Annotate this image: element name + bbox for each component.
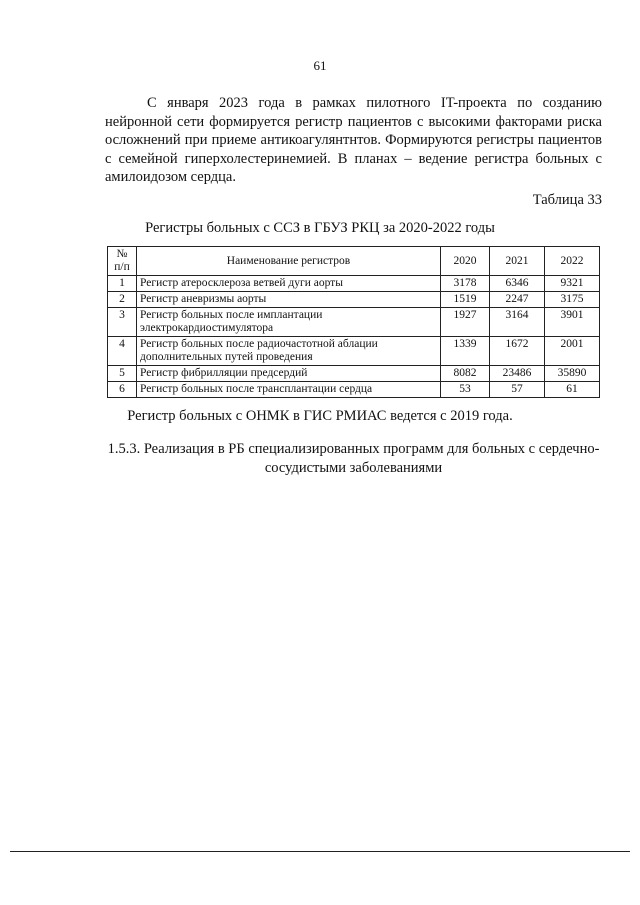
- row-2020: 8082: [441, 366, 490, 382]
- table-row: [108, 292, 600, 308]
- row-name: Регистр атеросклероза ветвей дуги аорты: [137, 276, 441, 292]
- row-2022: 2001: [545, 337, 600, 366]
- row-2021: 1672: [490, 337, 545, 366]
- page-bottom-rule: [10, 851, 630, 852]
- col-header-2020: 2020: [441, 247, 490, 276]
- row-num: 5: [108, 366, 137, 382]
- row-2020: 1927: [441, 308, 490, 337]
- table-row: [108, 382, 600, 398]
- row-2021: 23486: [490, 366, 545, 382]
- row-2022: 35890: [545, 366, 600, 382]
- row-2022: 61: [545, 382, 600, 398]
- row-2020: 1519: [441, 292, 490, 308]
- row-name: Регистр аневризмы аорты: [137, 292, 441, 308]
- col-header-name: Наименование регистров: [137, 247, 441, 276]
- row-num: 2: [108, 292, 137, 308]
- row-2020: 53: [441, 382, 490, 398]
- row-2021: 57: [490, 382, 545, 398]
- table-header-row: [108, 247, 600, 276]
- table-row: [108, 366, 600, 382]
- col-header-2021: 2021: [490, 247, 545, 276]
- table-row: [108, 276, 600, 292]
- row-2022: 3901: [545, 308, 600, 337]
- row-name: Регистр фибрилляции предсердий: [137, 366, 441, 382]
- onmk-registry-line: Регистр больных с ОНМК в ГИС РМИАС ведется с 2019 года.: [127, 408, 513, 424]
- registry-table: [107, 246, 600, 398]
- row-2021: 2247: [490, 292, 545, 308]
- row-name: Регистр больных после трансплантации сердца: [137, 382, 441, 398]
- table-row: [108, 337, 600, 366]
- row-2021: 6346: [490, 276, 545, 292]
- section-heading: 1.5.3. Реализация в РБ специализированных программ для больных с сердечно-сосудистыми заболеваниями: [107, 441, 600, 476]
- row-2022: 9321: [545, 276, 600, 292]
- row-2021: 3164: [490, 308, 545, 337]
- table-title: Регистры больных с ССЗ в ГБУЗ РКЦ за 2020-2022 годы: [145, 220, 495, 236]
- page-number: 61: [313, 58, 327, 73]
- row-num: 1: [108, 276, 137, 292]
- row-name: Регистр больных после радиочастотной аблации дополнительных путей проведения: [137, 337, 441, 366]
- row-2022: 3175: [545, 292, 600, 308]
- col-header-num: № п/п: [108, 247, 137, 276]
- row-2020: 1339: [441, 337, 490, 366]
- table-caption: Таблица 33: [532, 192, 602, 208]
- paragraph-it-project: С января 2023 года в рамках пилотного IT-проекта по созданию нейронной сети формируется регистр пациентов с высокими факторами риска осложнений при приеме антикоагулянтнтов. Формируются регистры пациентов с семейной гиперхолестеринемией. В планах – ведение регистра больных с амилоидозом сердца.: [105, 95, 602, 185]
- row-num: 4: [108, 337, 137, 366]
- table-row: [108, 308, 600, 337]
- col-header-2022: 2022: [545, 247, 600, 276]
- row-2020: 3178: [441, 276, 490, 292]
- row-name: Регистр больных после имплантации электрокардиостимулятора: [137, 308, 441, 337]
- row-num: 3: [108, 308, 137, 337]
- row-num: 6: [108, 382, 137, 398]
